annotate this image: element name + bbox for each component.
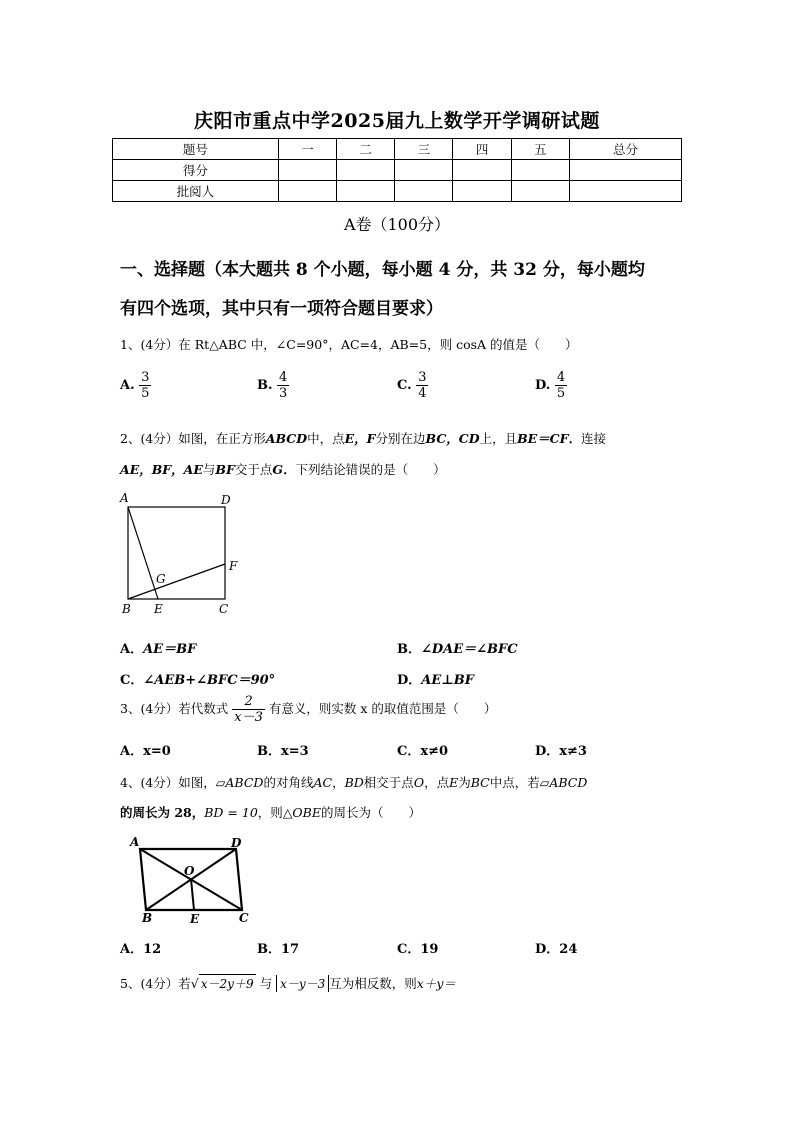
- math: BC，CD: [425, 431, 480, 446]
- text: 为: [458, 775, 471, 790]
- score-table-empty-cell: [337, 181, 395, 202]
- denominator: 3: [279, 386, 288, 401]
- score-table-empty-cell: [511, 181, 569, 202]
- score-table-cell: 题号: [113, 139, 279, 160]
- score-table-empty-cell: [569, 181, 681, 202]
- score-table-empty-cell: [453, 181, 511, 202]
- fraction: [416, 370, 428, 401]
- question-4-option-b: B．17: [257, 942, 300, 957]
- score-table-cell: 二: [337, 139, 395, 160]
- question-4-option-c: C．19: [397, 942, 439, 957]
- question-4-line1: [120, 773, 587, 791]
- radicand: x－2y＋9: [199, 974, 256, 992]
- question-3-option-b: B．x=3: [257, 744, 309, 759]
- question-2-option-b: [397, 638, 518, 657]
- denominator: 5: [556, 386, 566, 401]
- math: x＋y＝: [416, 976, 456, 991]
- text: 的对角线: [263, 775, 314, 790]
- score-table-empty-cell: [278, 181, 336, 202]
- question-3-option-d: D．x≠3: [535, 744, 587, 759]
- option-letter: B.: [257, 378, 273, 393]
- text: 分别在边: [375, 431, 426, 446]
- fraction: [277, 370, 289, 401]
- absolute-value: x－y－3: [276, 975, 329, 992]
- question-1-text: 1、(4分）在 Rt△ABC 中，∠C=90°，AC=4，AB=5，则 cosA 的值是（ ）: [120, 337, 578, 352]
- score-table-row: [113, 181, 682, 202]
- score-table-row: [113, 160, 682, 181]
- label-f: F: [229, 559, 238, 573]
- text: 下列结论错误的是（ ）: [295, 462, 446, 477]
- section-heading-line2: 有四个选项，其中只有一项符合题目要求）: [120, 299, 443, 319]
- section-heading-line1: 一、选择题（本大题共 8 个小题，每小题 4 分，共 32 分，每小题均: [120, 260, 645, 280]
- question-4-option-a: A．12: [120, 942, 162, 957]
- question-4-line2: [120, 803, 421, 821]
- math: AC: [313, 775, 333, 790]
- text: ，点: [424, 775, 450, 790]
- question-2-figure: [110, 488, 250, 616]
- text: 互为相反数，则: [329, 976, 417, 991]
- math: E: [449, 775, 459, 790]
- math: BE＝CF．: [517, 431, 582, 446]
- question-5-text: [120, 974, 456, 992]
- score-table-empty-cell: [453, 160, 511, 181]
- text: 交于点: [234, 462, 273, 477]
- option-letter: B．: [397, 642, 421, 657]
- label-b: B: [122, 602, 131, 616]
- score-table: [112, 138, 682, 202]
- page-title: 庆阳市重点中学2025届九上数学开学调研试题: [194, 110, 600, 132]
- score-table-cell: 三: [395, 139, 453, 160]
- label-b: B: [142, 911, 153, 924]
- question-2-line2: [120, 460, 446, 478]
- math: BD = 10: [204, 805, 258, 820]
- question-1-option-a: [120, 370, 151, 401]
- numerator: 2: [232, 694, 265, 710]
- label-c: C: [219, 602, 229, 616]
- question-3-option-c: C．x≠0: [397, 744, 449, 759]
- label-e: E: [190, 912, 200, 924]
- math: AE，BF，AE: [120, 462, 203, 477]
- text: 相交于点: [363, 775, 414, 790]
- score-table-header-row: [113, 139, 682, 160]
- label-c: C: [239, 911, 249, 924]
- math: E，F: [344, 431, 376, 446]
- text: 的周长为（ ）: [320, 805, 421, 820]
- text: 4、(4分）如图，: [120, 775, 216, 790]
- segment-oe: [191, 879, 194, 910]
- text: 中点，若: [489, 775, 540, 790]
- score-table-cell: 批阅人: [113, 181, 279, 202]
- score-table-empty-cell: [395, 160, 453, 181]
- question-2-option-d: [397, 669, 474, 688]
- question-4-option-d: D．24: [535, 942, 578, 957]
- numerator: 3: [141, 370, 150, 385]
- score-table-cell: 一: [278, 139, 336, 160]
- question-2-option-c: [120, 669, 275, 688]
- fraction: [555, 370, 567, 401]
- score-table-empty-cell: [395, 181, 453, 202]
- question-4-figure: [120, 834, 260, 924]
- option-text: ∠DAE＝∠BFC: [421, 642, 518, 657]
- question-3-text: [120, 694, 496, 725]
- score-table-cell: 五: [511, 139, 569, 160]
- fraction: [232, 694, 265, 725]
- score-table-empty-cell: [337, 160, 395, 181]
- segment-ae: [128, 507, 158, 599]
- math: ▱ABCD: [215, 775, 264, 790]
- text: 连接: [581, 431, 607, 446]
- part-a-heading: A卷（100分）: [343, 215, 451, 234]
- score-table-empty-cell: [278, 160, 336, 181]
- math: BC: [470, 775, 490, 790]
- question-1-option-b: [257, 370, 289, 401]
- option-letter: A．: [120, 642, 144, 657]
- option-text: ∠AEB+∠BFC＝90°: [143, 673, 276, 688]
- text: 与: [259, 976, 273, 991]
- math: ABCD: [265, 431, 308, 446]
- label-a: A: [130, 835, 140, 849]
- score-table-empty-cell: [569, 160, 681, 181]
- text: ，: [332, 775, 345, 790]
- denominator: 5: [141, 386, 150, 401]
- question-2-line1: [120, 429, 606, 447]
- label-o: O: [184, 864, 195, 878]
- option-text: AE＝BF: [143, 642, 197, 657]
- math: O: [413, 775, 425, 790]
- denominator: 4: [418, 386, 427, 401]
- option-letter: C.: [397, 378, 412, 393]
- text: 中，点: [307, 431, 345, 446]
- numerator: 4: [556, 370, 566, 385]
- score-table-cell: 总分: [569, 139, 681, 160]
- score-table-cell: 得分: [113, 160, 279, 181]
- text: ，则: [257, 805, 283, 820]
- math: BF: [215, 462, 235, 477]
- label-e: E: [154, 602, 163, 616]
- text: 与: [202, 462, 216, 477]
- math: G．: [272, 462, 296, 477]
- math: △OBE: [282, 805, 321, 820]
- score-table-empty-cell: [511, 160, 569, 181]
- option-letter: D．: [397, 673, 422, 688]
- math: BD: [344, 775, 364, 790]
- option-letter: D.: [535, 378, 551, 393]
- numerator: 3: [418, 370, 427, 385]
- numerator: 4: [279, 370, 288, 385]
- denominator: x－3: [234, 710, 263, 725]
- question-1-option-c: [397, 370, 428, 401]
- text: 的周长为 28，: [120, 805, 205, 820]
- label-a: A: [120, 491, 129, 505]
- math: ▱ABCD: [539, 775, 588, 790]
- text: 2、(4分）如图，在正方形: [120, 431, 266, 446]
- segment-bf: [128, 564, 225, 599]
- question-3-option-a: A．x=0: [120, 744, 171, 759]
- fraction: [139, 370, 151, 401]
- label-d: D: [231, 836, 242, 850]
- text: 上，且: [479, 431, 518, 446]
- text: 5、(4分）若: [120, 976, 191, 991]
- text: 3、(4分）若代数式: [120, 701, 229, 716]
- question-1-option-d: [535, 370, 567, 401]
- question-2-option-a: [120, 638, 196, 657]
- option-letter: C．: [120, 673, 144, 688]
- text: 有意义，则实数 x 的取值范围是（ ）: [268, 701, 497, 716]
- label-g: G: [156, 572, 166, 586]
- option-letter: A.: [120, 378, 135, 393]
- score-table-cell: 四: [453, 139, 511, 160]
- option-text: AE⊥BF: [421, 673, 474, 688]
- sqrt-icon: √: [190, 976, 199, 991]
- label-d: D: [221, 493, 231, 507]
